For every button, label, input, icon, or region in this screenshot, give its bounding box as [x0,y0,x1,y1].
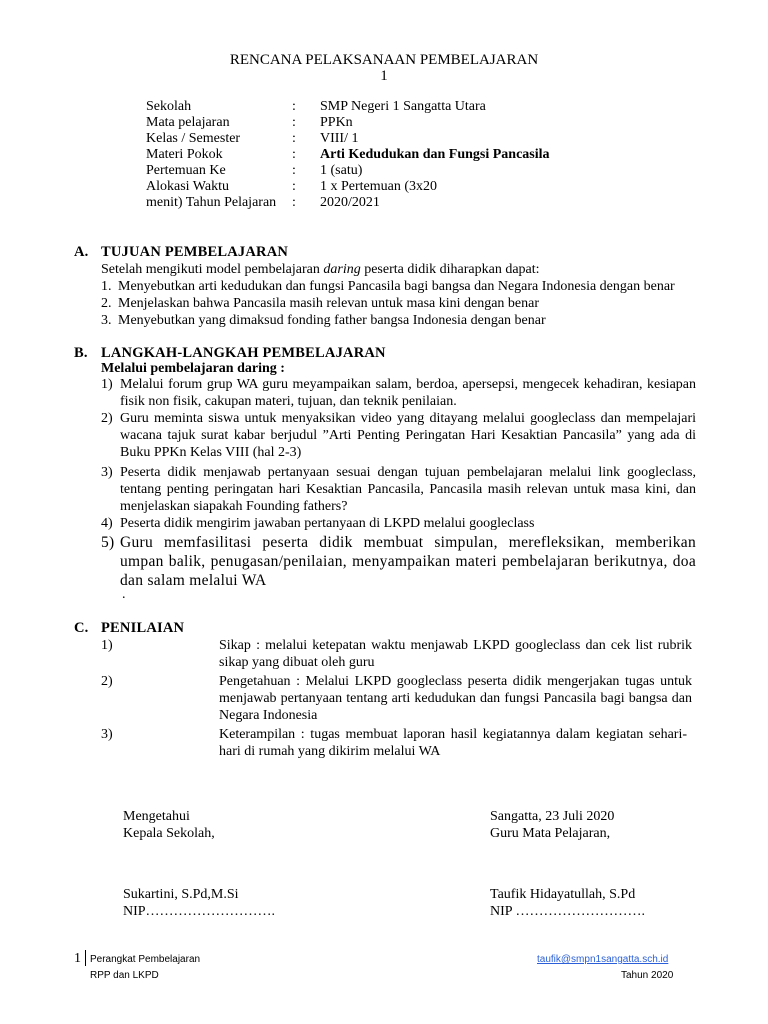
list-number: 3. [101,313,112,328]
footer-year: Tahun 2020 [621,970,674,981]
info-value-subject: PPKn [320,115,353,130]
footer-page-number: 1 [74,951,81,966]
list-number: 1) [101,638,113,653]
sign-left-name: Sukartini, S.Pd,M.Si [123,887,239,902]
info-label: Sekolah [146,99,192,114]
info-label: Pertemuan Ke [146,163,226,178]
info-value-time: 1 x Pertemuan (3x20 [320,179,438,194]
list-number: 3) [101,465,113,480]
section-a-heading: TUJUAN PEMBELAJARAN [101,244,289,260]
sign-left-nip: NIP………………………. [123,904,276,919]
info-value-topic: Arti Kedudukan dan Fungsi Pancasila [320,147,550,162]
sign-left-line2: Kepala Sekolah, [123,826,215,841]
info-label: menit) Tahun Pelajaran [146,195,277,210]
info-label: Materi Pokok [146,147,223,162]
list-number: 2. [101,296,112,311]
list-number: 4) [101,516,113,531]
info-value-meeting: 1 (satu) [320,163,363,178]
info-label: Alokasi Waktu [146,179,229,194]
list-item: Menyebutkan arti kedudukan dan fungsi Pancasila bagi bangsa dan Negara Indonesia dengan benar [118,279,675,294]
list-number: 5) [101,534,115,551]
info-colon: : [292,115,296,130]
list-item: Peserta didik menjawab pertanyaan sesuai dengan tujuan pembelajaran melalui link googleclass, tentang penting peringatan hari Kesaktian Pancasila, Pancasila masih relevan untuk masa kini, dan menjelaskan siapakah Founding fathers? [120,465,696,514]
info-label: Kelas / Semester [146,131,241,146]
document-title-number: 1 [380,68,388,84]
info-colon: : [292,147,296,162]
document-title: RENCANA PELAKSANAAN PEMBELAJARAN [229,52,539,68]
sign-left-line1: Mengetahui [123,809,190,824]
list-item: Pengetahuan : Melalui LKPD googleclass peserta didik mengerjakan tugas untuk menjawab pertanyaan tentang arti kedudukan dan fungsi Pancasila bagi bangsa dan Negara Indonesia [219,674,692,723]
list-item: Menyebutkan yang dimaksud fonding father bangsa Indonesia dengan benar [118,313,546,328]
daring-emphasis: daring [323,262,361,277]
list-number: 2) [101,674,113,689]
footer-divider [85,950,86,966]
info-label: Mata pelajaran [146,115,230,130]
list-number: 2) [101,411,113,426]
section-b-subheading: Melalui pembelajaran daring : [101,361,285,376]
info-colon: : [292,99,296,114]
list-item: Guru meminta siswa untuk menyaksikan video yang ditayang melalui googleclass dan mempelajari wacana tajuk surat kabar berjudul ”Arti Penting Peringatan Hari Kesaktian Pancasila” yang ada di Buku PPKn Kelas VIII (hal 2-3) [120,411,696,460]
section-b-letter: B. [74,345,88,361]
footer-email-link[interactable]: taufik@smpn1sangatta.sch.id [537,954,669,965]
info-colon: : [292,195,296,210]
section-c-heading: PENILAIAN [101,620,185,636]
stray-dot: . [122,587,126,602]
footer-left-line2: RPP dan LKPD [90,970,159,981]
footer-left-line1: Perangkat Pembelajaran [90,954,201,965]
list-item: Menjelaskan bahwa Pancasila masih relevan untuk masa kini dengan benar [118,296,540,311]
info-colon: : [292,163,296,178]
section-a-intro: Setelah mengikuti model pembelajaran daring peserta didik diharapkan dapat: [101,262,540,277]
sign-right-line2: Guru Mata Pelajaran, [490,826,611,841]
list-item: Guru memfasilitasi peserta didik membuat simpulan, merefleksikan, memberikan umpan balik, penugasan/penilaian, menyampaikan materi pembelajaran berikutnya, doa dan salam melalui WA [120,534,696,589]
info-value-school: SMP Negeri 1 Sangatta Utara [320,99,486,114]
list-item: Peserta didik mengirim jawaban pertanyaan di LKPD melalui googleclass [120,516,535,531]
sign-right-line1: Sangatta, 23 Juli 2020 [490,809,615,824]
info-colon: : [292,179,296,194]
list-number: 3) [101,727,113,742]
info-value-year: 2020/2021 [320,195,380,210]
sign-right-nip: NIP ………………………. [490,904,646,919]
list-item: Melalui forum grup WA guru meyampaikan salam, berdoa, apersepsi, mengecek kehadiran, kesiapan fisik non fisik, cakupan materi, tujuan, dan teknik penilaian. [120,377,696,409]
info-colon: : [292,131,296,146]
list-item: Keterampilan : tugas membuat laporan hasil kegiatannya dalam kegiatan sehari-hari di rumah yang dikirim melalui WA [219,727,687,759]
list-number: 1) [101,377,113,392]
sign-right-name: Taufik Hidayatullah, S.Pd [490,887,636,902]
section-a-letter: A. [74,244,89,260]
section-c-letter: C. [74,620,89,636]
list-item: Sikap : melalui ketepatan waktu menjawab LKPD googleclass dan cek list rubrik sikap yang dibuat oleh guru [219,638,692,670]
section-b-heading: LANGKAH-LANGKAH PEMBELAJARAN [101,345,386,361]
info-value-class: VIII/ 1 [320,131,359,146]
list-number: 1. [101,279,112,294]
